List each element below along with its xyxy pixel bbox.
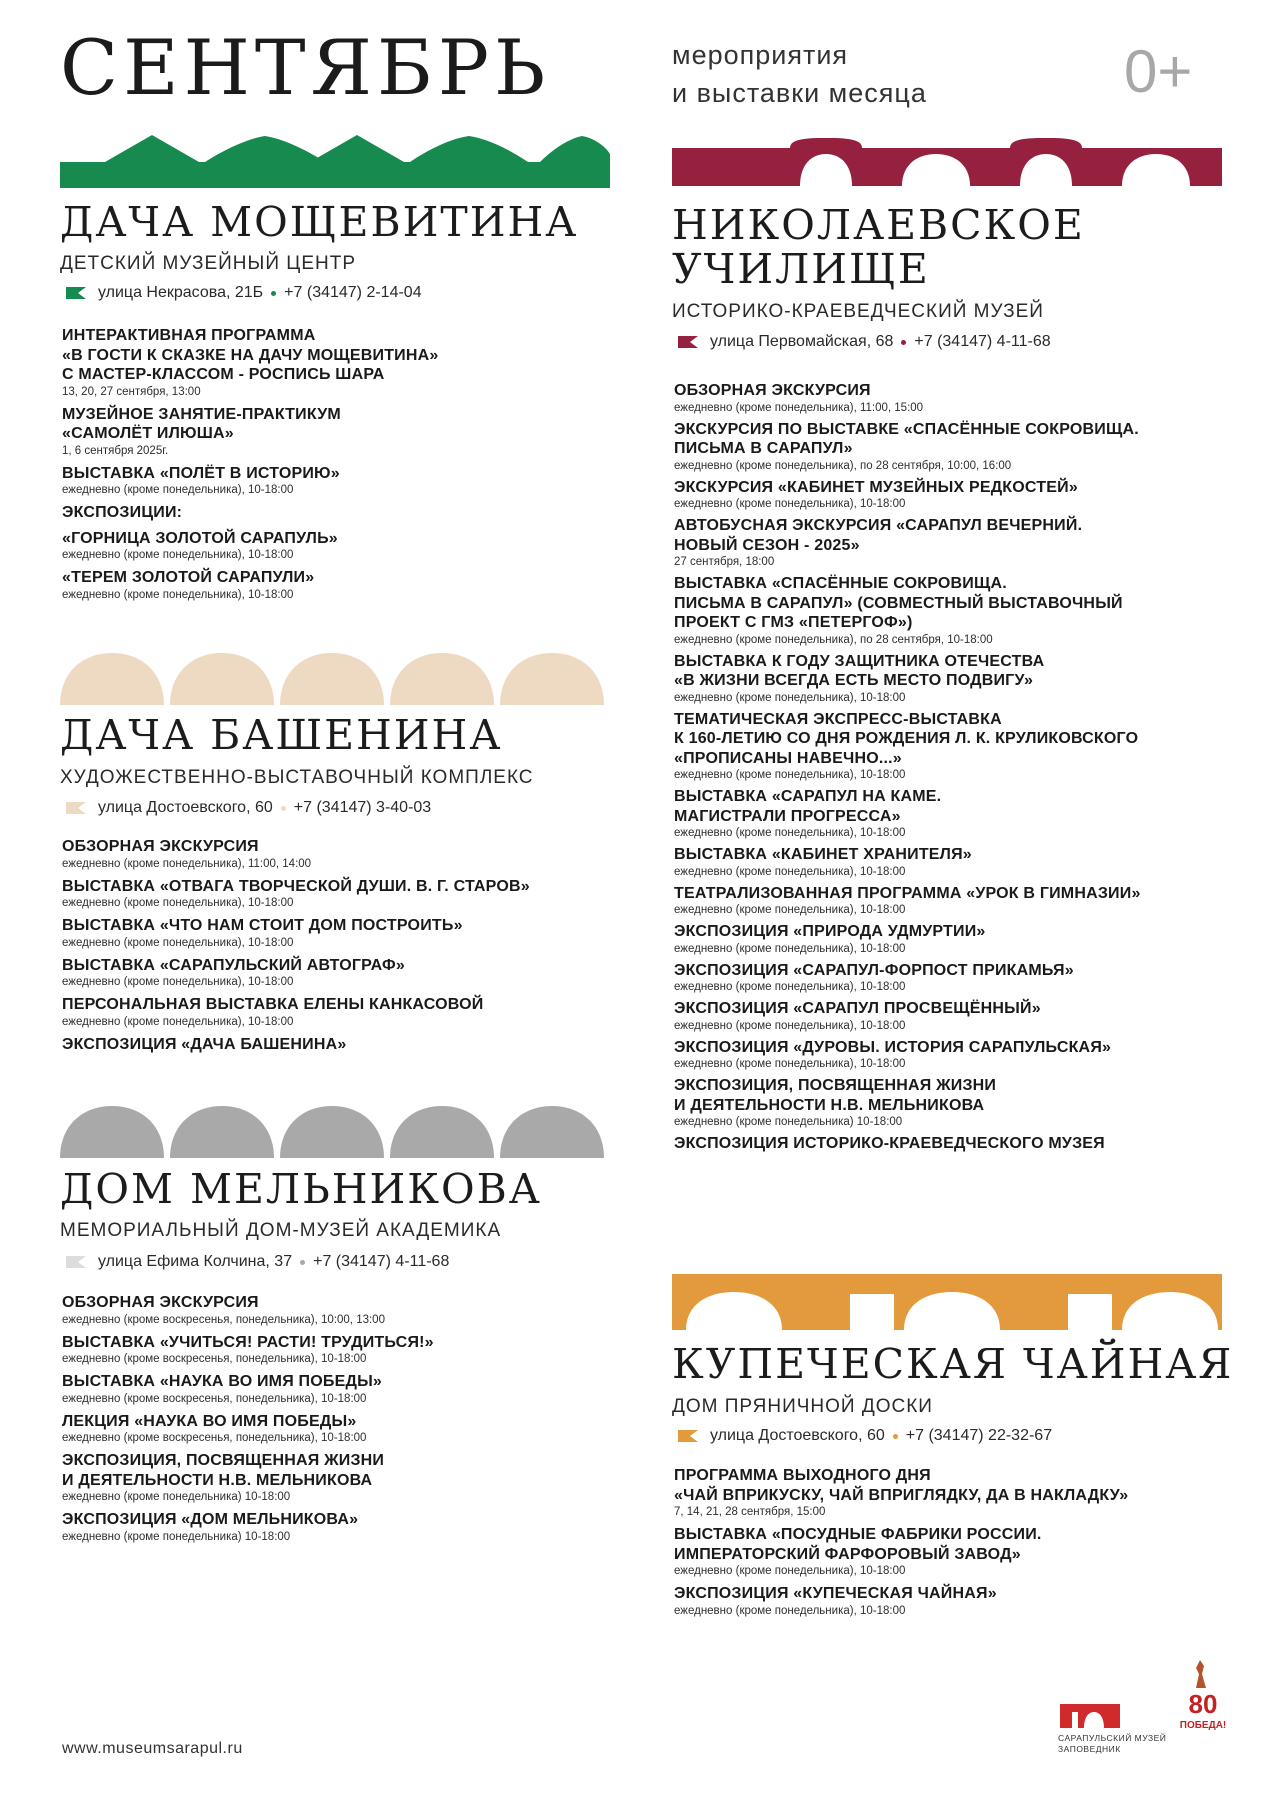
event-schedule: ежедневно (кроме понедельника), 10-18:00: [674, 981, 906, 993]
event-title: ВЫСТАВКА «КАБИНЕТ ХРАНИТЕЛЯ»: [674, 846, 972, 863]
subtitle-line-1: мероприятия: [672, 40, 849, 70]
event-item: [62, 529, 439, 563]
event-schedule: 13, 20, 27 сентября, 13:00: [62, 385, 201, 398]
orange-flag-icon: [678, 1430, 698, 1442]
event-schedule: ежедневно (кроме понедельника), 10-18:00: [674, 691, 906, 704]
event-list: [62, 326, 439, 602]
section-title-nikolaevskoe-line-2: УЧИЛИЩЕ: [672, 245, 930, 293]
section-title-nikolaevskoe-line-1: НИКОЛАЕВСКОЕ: [672, 201, 1085, 249]
event-schedule: ежедневно (кроме понедельника), 10-18:00: [674, 498, 906, 510]
section-title-kupecheskaya-chaynaya: КУПЕЧЕСКАЯ ЧАЙНАЯ: [672, 1340, 1234, 1388]
event-item: [674, 787, 1141, 840]
event-title: ЭКСПОЗИЦИЯ «КУПЕЧЕСКАЯ ЧАЙНАЯ»: [674, 1585, 997, 1602]
event-item: [674, 652, 1141, 705]
event-title: ЭКСПОЗИЦИЯ «ДОМ МЕЛЬНИКОВА»: [62, 1511, 359, 1528]
event-title: ВЫСТАВКА «НАУКА ВО ИМЯ ПОБЕДЫ»: [62, 1373, 383, 1390]
event-title: ТЕМАТИЧЕСКАЯ ЭКСПРЕСС-ВЫСТАВКА К 160-ЛЕТИЮ СО ДНЯ РОЖДЕНИЯ Л. К. КРУЛИКОВСКОГО «ПРОПИСАНЫ НАВЕЧНО...»: [674, 710, 1139, 767]
section-subtitle: МЕМОРИАЛЬНЫЙ ДОМ-МУЗЕЙ АКАДЕМИКА: [60, 1220, 502, 1241]
event-item: [62, 877, 530, 911]
event-item: [62, 1451, 434, 1504]
event-item: [674, 516, 1141, 569]
event-item: [62, 464, 439, 498]
event-item: [62, 1035, 530, 1055]
event-title: ЭКСПОЗИЦИЯ «ДАЧА БАШЕНИНА»: [62, 1035, 347, 1053]
event-title: ВЫСТАВКА «САРАПУЛЬСКИЙ АВТОГРАФ»: [62, 956, 405, 974]
event-title: ОБЗОРНАЯ ЭКСКУРСИЯ: [674, 382, 871, 399]
event-title: ТЕАТРАЛИЗОВАННАЯ ПРОГРАММА «УРОК В ГИМНАЗИИ»: [674, 884, 1141, 902]
event-item: [62, 1333, 434, 1367]
separator-dot: [300, 1260, 305, 1265]
phone: +7 (34147) 3-40-03: [293, 799, 432, 816]
address: улица Достоевского, 60: [98, 799, 273, 816]
section-contacts: [678, 332, 1051, 352]
event-title: ИНТЕРАКТИВНАЯ ПРОГРАММА «В ГОСТИ К СКАЗКЕ НА ДАЧУ МОЩЕВИТИНА» С МАСТЕР-КЛАССОМ - РОСПИСЬ ШАРА: [62, 327, 439, 383]
event-title: ЭКСПОЗИЦИЯ, ПОСВЯЩЕННАЯ ЖИЗНИ И ДЕЯТЕЛЬНОСТИ Н.В. МЕЛЬНИКОВА: [674, 1077, 997, 1114]
event-item: [674, 999, 1141, 1033]
museum-logo-icon: [1060, 1704, 1120, 1728]
beige-arches-decoration: [60, 651, 610, 705]
section-title-dacha-bashenina: ДАЧА БАШЕНИНА: [60, 711, 503, 759]
event-item: [62, 1510, 434, 1544]
event-item: [62, 995, 530, 1029]
event-schedule: ежедневно (кроме понедельника), 10-18:00: [62, 549, 294, 561]
event-item: [674, 922, 1141, 956]
event-title: ЭКСПОЗИЦИЯ «САРАПУЛ-ФОРПОСТ ПРИКАМЬЯ»: [674, 961, 1074, 979]
separator-dot: [901, 340, 906, 345]
event-schedule: ежедневно (кроме понедельника), 10-18:00: [62, 588, 294, 601]
event-schedule: ежедневно (кроме понедельника), 10-18:00: [674, 1058, 906, 1070]
event-list: [674, 381, 1141, 1154]
event-schedule: ежедневно (кроме понедельника), 10-18:00: [674, 942, 906, 955]
event-schedule: ежедневно (кроме понедельника), 11:00, 15:00: [674, 401, 924, 414]
phone: +7 (34147) 22-32-67: [905, 1427, 1053, 1444]
gray-arches-decoration: [60, 1104, 610, 1158]
event-schedule: ежедневно (кроме понедельника), 10-18:00: [674, 1019, 906, 1032]
event-title: ВЫСТАВКА «ПОЛЁТ В ИСТОРИЮ»: [62, 464, 340, 482]
event-title: «ТЕРЕМ ЗОЛОТОЙ САРАПУЛИ»: [62, 569, 315, 586]
event-item: [62, 1372, 434, 1406]
section-contacts: [66, 1252, 449, 1272]
section-subtitle: ИСТОРИКО-КРАЕВЕДЧЕСКИЙ МУЗЕЙ: [672, 301, 1044, 322]
section-title-dacha-moshchevitina: ДАЧА МОЩЕВИТИНА: [60, 198, 579, 246]
website-link[interactable]: www.museumsarapul.ru: [62, 1740, 243, 1757]
event-schedule: 27 сентября, 18:00: [674, 556, 775, 568]
address: улица Некрасова, 21Б: [98, 284, 264, 301]
event-title: ВЫСТАВКА «САРАПУЛ НА КАМЕ. МАГИСТРАЛИ ПРОГРЕССА»: [674, 788, 942, 825]
event-title: ЛЕКЦИЯ «НАУКА ВО ИМЯ ПОБЕДЫ»: [62, 1412, 357, 1430]
event-title: ЭКСПОЗИЦИЯ «ДУРОВЫ. ИСТОРИЯ САРАПУЛЬСКАЯ»: [674, 1038, 1112, 1056]
page-title: СЕНТЯБРЬ: [60, 23, 551, 112]
address: улица Ефима Колчина, 37: [98, 1253, 293, 1270]
event-schedule: ежедневно (кроме понедельника), по 28 сентября, 10:00, 16:00: [674, 459, 1012, 472]
event-schedule: ежедневно (кроме понедельника), по 28 сентября, 10-18:00: [674, 633, 993, 646]
section-subtitle: ХУДОЖЕСТВЕННО-ВЫСТАВОЧНЫЙ КОМПЛЕКС: [60, 767, 534, 788]
event-item: [674, 381, 1141, 415]
address: улица Первомайская, 68: [710, 333, 894, 350]
maroon-flag-icon: [678, 336, 698, 348]
event-schedule: ежедневно (кроме понедельника), 10-18:00: [674, 865, 906, 878]
event-title: ПРОГРАММА ВЫХОДНОГО ДНЯ «ЧАЙ ВПРИКУСКУ, ЧАЙ ВПРИГЛЯДКУ, ДА В НАКЛАДКУ»: [674, 1467, 1129, 1504]
separator-dot: [271, 291, 276, 296]
event-schedule: ежедневно (кроме понедельника) 10-18:00: [62, 1491, 291, 1503]
event-item: [62, 837, 530, 871]
event-item: [62, 1293, 434, 1327]
event-title: ЭКСПОЗИЦИИ:: [62, 504, 183, 521]
section-contacts: [66, 283, 422, 303]
event-title: ПЕРСОНАЛЬНАЯ ВЫСТАВКА ЕЛЕНЫ КАНКАСОВОЙ: [62, 996, 484, 1013]
separator-dot: [893, 1434, 898, 1439]
phone: +7 (34147) 4-11-68: [313, 1253, 450, 1270]
event-title: ОБЗОРНАЯ ЭКСКУРСИЯ: [62, 1294, 259, 1311]
orange-block-decoration: [672, 1274, 1222, 1330]
victory-badge-number: 80: [1188, 1689, 1218, 1719]
event-schedule: ежедневно (кроме понедельника), 10-18:00: [62, 897, 294, 909]
event-list: [62, 837, 530, 1054]
event-schedule: ежедневно (кроме понедельника), 10-18:00: [674, 769, 906, 781]
event-title: «ГОРНИЦА ЗОЛОТОЙ САРАПУЛЬ»: [62, 529, 338, 547]
green-triangle-decoration: [60, 134, 610, 188]
event-item: [674, 1525, 1128, 1578]
separator-dot: [281, 806, 286, 811]
event-title: ЭКСПОЗИЦИЯ ИСТОРИКО-КРАЕВЕДЧЕСКОГО МУЗЕЯ: [674, 1135, 1105, 1152]
event-title: ВЫСТАВКА «ПОСУДНЫЕ ФАБРИКИ РОССИИ. ИМПЕРАТОРСКИЙ ФАРФОРОВЫЙ ЗАВОД»: [674, 1526, 1042, 1563]
event-item: [62, 568, 439, 602]
event-item: [62, 326, 439, 399]
subtitle-line-2: и выставки месяца: [672, 78, 927, 108]
victory-monument-icon: [1178, 1660, 1224, 1690]
event-list: [674, 1466, 1128, 1618]
event-item: [674, 845, 1141, 879]
event-schedule: ежедневно (кроме понедельника) 10-18:00: [674, 1116, 903, 1128]
event-title: ЭКСКУРСИЯ ПО ВЫСТАВКЕ «СПАСЁННЫЕ СОКРОВИЩА. ПИСЬМА В САРАПУЛ»: [674, 420, 1139, 457]
event-item: [674, 961, 1141, 995]
event-schedule: ежедневно (кроме понедельника), 10-18:00: [62, 936, 294, 949]
event-item: [674, 1584, 1128, 1618]
event-title: ЭКСПОЗИЦИЯ, ПОСВЯЩЕННАЯ ЖИЗНИ И ДЕЯТЕЛЬНОСТИ Н.В. МЕЛЬНИКОВА: [62, 1452, 385, 1489]
event-item: [674, 574, 1141, 647]
event-item: [674, 478, 1141, 512]
event-item: [62, 1412, 434, 1446]
section-subtitle: ДЕТСКИЙ МУЗЕЙНЫЙ ЦЕНТР: [60, 253, 357, 274]
gray-flag-icon: [66, 1256, 86, 1268]
event-title: ВЫСТАВКА «СПАСЁННЫЕ СОКРОВИЩА. ПИСЬМА В САРАПУЛ» (СОВМЕСТНЫЙ ВЫСТАВОЧНЫЙ ПРОЕКТ С ГМЗ «ПЕТЕРГОФ»): [674, 575, 1123, 631]
section-contacts: [678, 1426, 1052, 1446]
address: улица Достоевского, 60: [710, 1427, 885, 1444]
phone: +7 (34147) 2-14-04: [284, 284, 422, 301]
beige-flag-icon: [66, 802, 86, 814]
event-schedule: ежедневно (кроме понедельника), 10-18:00: [674, 904, 906, 916]
event-item: [674, 1466, 1128, 1519]
event-schedule: 7, 14, 21, 28 сентября, 15:00: [674, 1506, 826, 1518]
event-title: ВЫСТАВКА «УЧИТЬСЯ! РАСТИ! ТРУДИТЬСЯ!»: [62, 1333, 434, 1351]
event-title: ВЫСТАВКА «ЧТО НАМ СТОИТ ДОМ ПОСТРОИТЬ»: [62, 917, 463, 934]
event-item: [674, 420, 1141, 473]
section-contacts: [66, 798, 431, 818]
victory-badge-text: ПОБЕДА!: [1179, 1720, 1227, 1731]
event-title: АВТОБУСНАЯ ЭКСКУРСИЯ «САРАПУЛ ВЕЧЕРНИЙ. НОВЫЙ СЕЗОН - 2025»: [674, 517, 1083, 554]
event-title: МУЗЕЙНОЕ ЗАНЯТИЕ-ПРАКТИКУМ «САМОЛЁТ ИЛЮША»: [62, 405, 341, 442]
event-title: ВЫСТАВКА «ОТВАГА ТВОРЧЕСКОЙ ДУШИ. В. Г. СТАРОВ»: [62, 877, 530, 895]
event-item: [62, 956, 530, 990]
event-schedule: ежедневно (кроме воскресенья, понедельника), 10-18:00: [62, 1432, 367, 1444]
event-item: [674, 1038, 1141, 1072]
event-schedule: ежедневно (кроме понедельника), 10-18:00: [674, 1565, 906, 1577]
event-item: [674, 710, 1141, 783]
event-schedule: 1, 6 сентября 2025г.: [62, 444, 169, 457]
event-item: [674, 884, 1141, 918]
event-item: [674, 1134, 1141, 1154]
event-title: ЭКСПОЗИЦИЯ «ПРИРОДА УДМУРТИИ»: [674, 923, 986, 940]
section-title-dom-melnikova: ДОМ МЕЛЬНИКОВА: [60, 1165, 542, 1213]
green-flag-icon: [66, 287, 86, 299]
page-subtitle: [672, 36, 927, 112]
event-schedule: ежедневно (кроме понедельника) 10-18:00: [62, 1530, 291, 1543]
event-title: ВЫСТАВКА К ГОДУ ЗАЩИТНИКА ОТЕЧЕСТВА «В ЖИЗНИ ВСЕГДА ЕСТЬ МЕСТО ПОДВИГУ»: [674, 652, 1045, 689]
event-schedule: ежедневно (кроме понедельника), 10-18:00: [62, 484, 294, 496]
age-rating: 0+: [1124, 38, 1193, 105]
event-schedule: ежедневно (кроме понедельника), 10-18:00: [62, 976, 294, 988]
maroon-block-decoration: [672, 138, 1222, 186]
event-schedule: ежедневно (кроме понедельника), 10-18:00: [674, 1604, 906, 1617]
phone: +7 (34147) 4-11-68: [914, 333, 1051, 350]
event-item: [674, 1076, 1141, 1129]
museum-logo-text: САРАПУЛЬСКИЙ МУЗЕЙ ЗАПОВЕДНИК: [1058, 1733, 1167, 1754]
event-schedule: ежедневно (кроме воскресенья, понедельника), 10-18:00: [62, 1353, 367, 1365]
event-schedule: ежедневно (кроме понедельника), 11:00, 14:00: [62, 857, 312, 870]
event-title: ОБЗОРНАЯ ЭКСКУРСИЯ: [62, 838, 259, 855]
section-subtitle: ДОМ ПРЯНИЧНОЙ ДОСКИ: [672, 1396, 933, 1417]
event-schedule: ежедневно (кроме понедельника), 10-18:00: [62, 1015, 294, 1028]
event-list: [62, 1293, 434, 1544]
event-schedule: ежедневно (кроме воскресенья, понедельника), 10:00, 13:00: [62, 1313, 385, 1326]
event-item: [62, 503, 439, 523]
event-item: [62, 916, 530, 950]
event-schedule: ежедневно (кроме воскресенья, понедельника), 10-18:00: [62, 1392, 367, 1405]
event-schedule: ежедневно (кроме понедельника), 10-18:00: [674, 827, 906, 839]
event-title: ЭКСПОЗИЦИЯ «САРАПУЛ ПРОСВЕЩЁННЫЙ»: [674, 1000, 1041, 1017]
event-item: [62, 405, 439, 458]
event-title: ЭКСКУРСИЯ «КАБИНЕТ МУЗЕЙНЫХ РЕДКОСТЕЙ»: [674, 478, 1078, 496]
